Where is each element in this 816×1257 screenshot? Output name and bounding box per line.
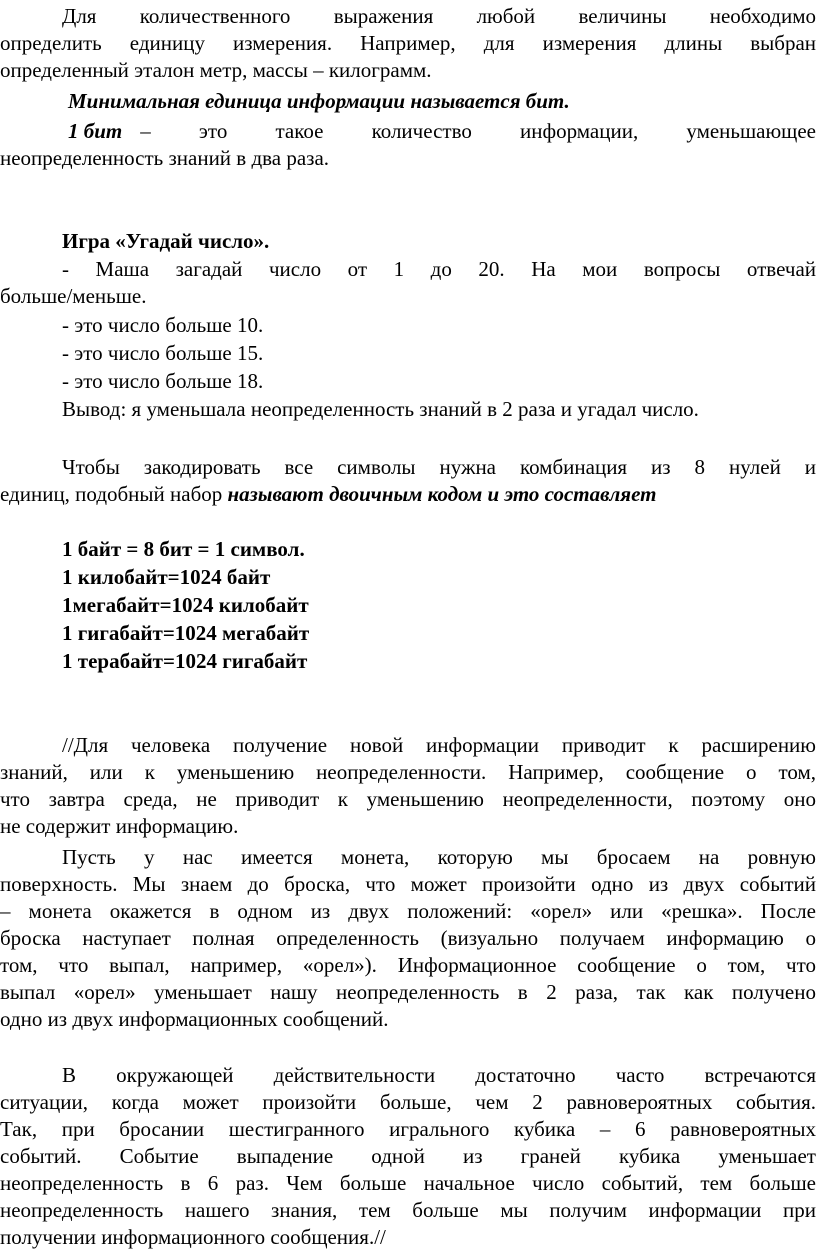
dice-line-5: неопределенность в 6 раз. Чем больше начальное число событий, тем больше xyxy=(0,1171,816,1195)
binary-line-1: Чтобы закодировать все символы нужна комбинация из 8 нулей и xyxy=(62,455,816,479)
dice-line-4: событий. Событие выпадение одной из граней кубика уменьшает xyxy=(0,1144,816,1168)
intro-line-1: Для количественного выражения любой величины необходимо xyxy=(62,4,816,28)
dice-line-3: Так, при бросании шестигранного игрального кубика – 6 равновероятных xyxy=(0,1117,816,1141)
game-conclusion: Вывод: я уменьшала неопределенность знаний в 2 раза и угадал число. xyxy=(62,397,699,421)
dice-line-7: получении информационного сообщения.// xyxy=(0,1225,386,1249)
bit-definition-text: – это такое количество информации, уменьшающее xyxy=(140,119,816,143)
unit-megabyte: 1мегабайт=1024 килобайт xyxy=(62,593,309,617)
coin-line-3: – монета окажется в одном из двух положений: «орел» или «решка». После xyxy=(0,899,816,923)
binary-line-2-emphasis: называют двоичным кодом и это составляет xyxy=(227,482,657,506)
binary-line-2-plain: единиц, подобный набор xyxy=(0,482,228,506)
game-question-3: - это число больше 18. xyxy=(62,369,264,393)
info-line-4: не содержит информацию. xyxy=(0,814,239,838)
info-line-2: знаний, или к уменьшению неопределенности. Например, сообщение о том, xyxy=(0,760,816,784)
info-line-3: что завтра среда, не приводит к уменьшению неопределенности, поэтому оно xyxy=(0,787,816,811)
coin-line-5: том, что выпал, например, «орел»). Информационное сообщение о том, что xyxy=(0,953,816,977)
coin-line-4: броска наступает полная определенность (визуально получаем информацию о xyxy=(0,926,816,950)
coin-line-6: выпал «орел» уменьшает нашу неопределенность в 2 раза, так как получено xyxy=(0,980,816,1004)
coin-line-2: поверхность. Мы знаем до броска, что может произойти одно из двух событий xyxy=(0,872,816,896)
game-line-2: больше/меньше. xyxy=(0,284,147,308)
coin-line-7: одно из двух информационных сообщений. xyxy=(0,1007,389,1031)
dice-line-2: ситуации, когда может произойти больше, чем 2 равновероятных события. xyxy=(0,1090,816,1114)
unit-gigabyte: 1 гигабайт=1024 мегабайт xyxy=(62,621,310,645)
game-question-1: - это число больше 10. xyxy=(62,313,264,337)
binary-line-2 xyxy=(0,481,816,508)
game-question-2: - это число больше 15. xyxy=(62,341,264,365)
intro-line-2: определить единицу измерения. Например, для измерения длины выбран xyxy=(0,31,816,55)
dice-line-6: неопределенность нашего знания, тем больше мы получим информации при xyxy=(0,1198,816,1222)
intro-line-3: определенный эталон метр, массы – килограмм. xyxy=(0,58,432,82)
dice-line-1: В окружающей действительности достаточно часто встречаются xyxy=(62,1063,816,1087)
coin-line-1: Пусть у нас имеется монета, которую мы бросаем на ровную xyxy=(62,845,816,869)
unit-kilobyte: 1 килобайт=1024 байт xyxy=(62,565,271,589)
info-line-1: //Для человека получение новой информации приводит к расширению xyxy=(62,733,816,757)
unit-byte: 1 байт = 8 бит = 1 символ. xyxy=(62,537,305,561)
min-unit-definition: Минимальная единица информации называется бит. xyxy=(68,89,570,113)
game-line-1: - Маша загадай число от 1 до 20. На мои вопросы отвечай xyxy=(62,257,816,281)
game-title: Игра «Угадай число». xyxy=(62,229,270,253)
bit-definition-line-2: неопределенность знаний в два раза. xyxy=(0,146,330,170)
bit-definition-line-1 xyxy=(0,118,816,145)
bit-term: 1 бит xyxy=(68,119,123,143)
unit-terabyte: 1 терабайт=1024 гигабайт xyxy=(62,649,308,673)
